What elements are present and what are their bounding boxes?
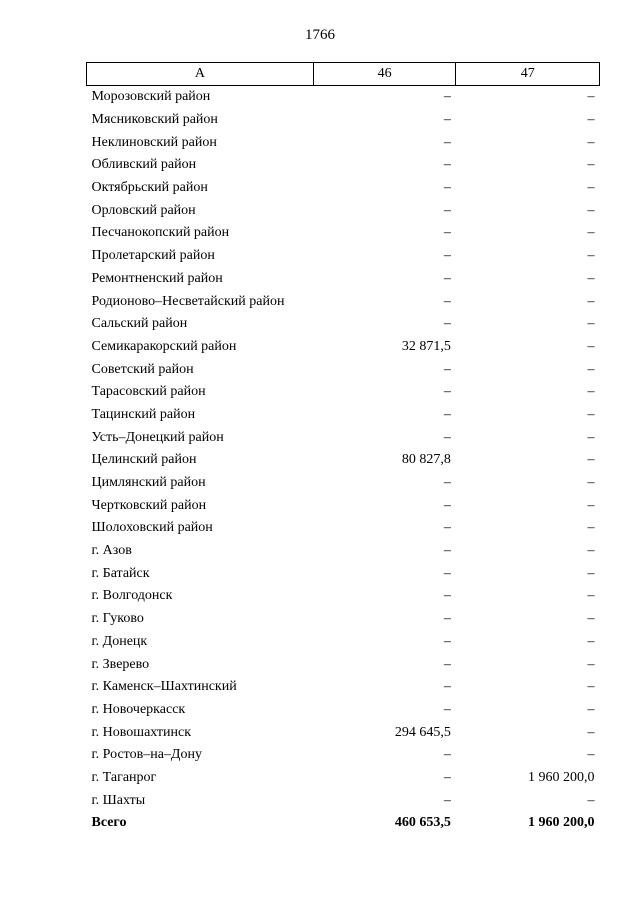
- row-name: Целинский район: [91, 452, 197, 468]
- row-value-47: –: [587, 316, 595, 332]
- row-name: Песчанокопский район: [91, 225, 230, 241]
- column-header-46: 46: [313, 63, 456, 86]
- table-row: [87, 199, 600, 222]
- table-row: [87, 131, 600, 154]
- row-name: г. Зверево: [91, 656, 150, 672]
- row-name: г. Волгодонск: [91, 588, 173, 604]
- row-value-46: –: [443, 361, 451, 377]
- table-row: [87, 336, 600, 359]
- row-value-47: –: [587, 225, 595, 241]
- table-row: [87, 426, 600, 449]
- table-row: [87, 699, 600, 722]
- row-value-46: –: [443, 180, 451, 196]
- table-row: [87, 517, 600, 540]
- column-header-47: 47: [456, 63, 600, 86]
- row-value-47: –: [587, 565, 595, 581]
- table-row: [87, 676, 600, 699]
- row-name: Октябрьский район: [91, 180, 208, 196]
- row-value-47: –: [587, 89, 595, 105]
- row-value-46: –: [443, 202, 451, 218]
- row-value-47: –: [587, 248, 595, 264]
- row-value-46: –: [443, 429, 451, 445]
- budget-table: [86, 62, 600, 835]
- row-name: г. Новошахтинск: [91, 724, 192, 740]
- table-header-row: [87, 63, 600, 86]
- row-name: Орловский район: [91, 202, 196, 218]
- table-row: [87, 744, 600, 767]
- row-value-47: –: [587, 497, 595, 513]
- row-name: Цимлянский район: [91, 475, 206, 491]
- row-value-47: –: [587, 384, 595, 400]
- row-name: Пролетарский район: [91, 248, 215, 264]
- row-value-47: –: [587, 747, 595, 763]
- row-value-46: –: [443, 316, 451, 332]
- row-value-46: –: [443, 475, 451, 491]
- column-header-a: А: [87, 63, 314, 86]
- row-value-47: –: [587, 157, 595, 173]
- row-value-46: 32 871,5: [401, 338, 451, 354]
- row-name: г. Азов: [91, 543, 132, 559]
- row-value-46: –: [443, 89, 451, 105]
- row-value-47: –: [587, 792, 595, 808]
- row-value-46: –: [443, 157, 451, 173]
- row-value-47: –: [587, 429, 595, 445]
- total-value-47: 1 960 200,0: [528, 815, 595, 831]
- table-row: [87, 177, 600, 200]
- row-value-47: –: [587, 293, 595, 309]
- row-name: Неклиновский район: [91, 134, 217, 150]
- row-value-46: 294 645,5: [394, 724, 451, 740]
- row-value-46: –: [443, 112, 451, 128]
- row-value-47: –: [587, 134, 595, 150]
- row-value-47: –: [587, 338, 595, 354]
- row-value-47: –: [587, 633, 595, 649]
- row-value-47: –: [587, 679, 595, 695]
- row-value-46: –: [443, 679, 451, 695]
- row-value-46: –: [443, 747, 451, 763]
- row-name: г. Донецк: [91, 633, 148, 649]
- row-value-47: –: [587, 406, 595, 422]
- row-value-46: –: [443, 225, 451, 241]
- table-row: [87, 767, 600, 790]
- table-row: [87, 540, 600, 563]
- row-value-47: 1 960 200,0: [528, 769, 595, 785]
- row-name: Родионово–Несветайский район: [91, 293, 285, 309]
- row-name: Семикаракорский район: [91, 338, 237, 354]
- row-name: Обливский район: [91, 157, 197, 173]
- table-row: [87, 290, 600, 313]
- row-value-46: –: [443, 134, 451, 150]
- row-value-47: –: [587, 112, 595, 128]
- table-row: [87, 789, 600, 812]
- table-row: [87, 313, 600, 336]
- table-body: [87, 86, 600, 835]
- row-value-46: –: [443, 611, 451, 627]
- row-value-46: –: [443, 792, 451, 808]
- row-value-47: –: [587, 588, 595, 604]
- table-row: [87, 268, 600, 291]
- table-row: [87, 358, 600, 381]
- table-row: [87, 86, 600, 109]
- table-row: [87, 608, 600, 631]
- row-value-46: –: [443, 497, 451, 513]
- total-row: [87, 812, 600, 835]
- row-name: г. Каменск–Шахтинский: [91, 679, 237, 695]
- table-row: [87, 562, 600, 585]
- row-name: Сальский район: [91, 316, 188, 332]
- row-value-47: –: [587, 656, 595, 672]
- row-name: Тарасовский район: [91, 384, 206, 400]
- row-value-46: –: [443, 656, 451, 672]
- table-row: [87, 404, 600, 427]
- row-name: г. Шахты: [91, 792, 146, 808]
- row-name: г. Батайск: [91, 565, 150, 581]
- row-name: Морозовский район: [91, 89, 211, 105]
- table-row: [87, 154, 600, 177]
- row-value-47: –: [587, 180, 595, 196]
- table-row: [87, 585, 600, 608]
- row-value-47: –: [587, 202, 595, 218]
- row-value-46: –: [443, 769, 451, 785]
- table-row: [87, 631, 600, 654]
- row-value-46: 80 827,8: [401, 452, 451, 468]
- page-number: 1766: [305, 27, 335, 43]
- table-row: [87, 381, 600, 404]
- row-value-47: –: [587, 611, 595, 627]
- row-name: Советский район: [91, 361, 194, 377]
- total-value-46: 460 653,5: [394, 815, 451, 831]
- row-name: г. Новочеркасск: [91, 701, 186, 717]
- table-row: [87, 653, 600, 676]
- row-value-46: –: [443, 565, 451, 581]
- table-row: [87, 721, 600, 744]
- row-name: Шолоховский район: [91, 520, 213, 536]
- table-row: [87, 245, 600, 268]
- row-value-46: –: [443, 384, 451, 400]
- row-value-46: –: [443, 293, 451, 309]
- row-name: Ремонтненский район: [91, 270, 223, 286]
- row-value-46: –: [443, 248, 451, 264]
- row-value-47: –: [587, 452, 595, 468]
- row-name: г. Гуково: [91, 611, 144, 627]
- row-value-47: –: [587, 520, 595, 536]
- row-name: Чертковский район: [91, 497, 207, 513]
- row-value-46: –: [443, 633, 451, 649]
- row-value-46: –: [443, 406, 451, 422]
- row-name: Усть–Донецкий район: [91, 429, 224, 445]
- table-row: [87, 222, 600, 245]
- row-name: Мясниковский район: [91, 112, 218, 128]
- table-row: [87, 494, 600, 517]
- table-row: [87, 472, 600, 495]
- row-value-47: –: [587, 361, 595, 377]
- row-value-46: –: [443, 701, 451, 717]
- row-value-47: –: [587, 475, 595, 491]
- row-name: г. Таганрог: [91, 769, 157, 785]
- table-row: [87, 449, 600, 472]
- total-label: Всего: [91, 815, 127, 831]
- row-value-46: –: [443, 543, 451, 559]
- row-name: г. Ростов–на–Дону: [91, 747, 202, 763]
- row-value-46: –: [443, 270, 451, 286]
- row-value-47: –: [587, 543, 595, 559]
- row-value-47: –: [587, 701, 595, 717]
- row-value-47: –: [587, 724, 595, 740]
- row-value-46: –: [443, 588, 451, 604]
- table-row: [87, 109, 600, 132]
- row-name: Тацинский район: [91, 406, 196, 422]
- row-value-46: –: [443, 520, 451, 536]
- row-value-47: –: [587, 270, 595, 286]
